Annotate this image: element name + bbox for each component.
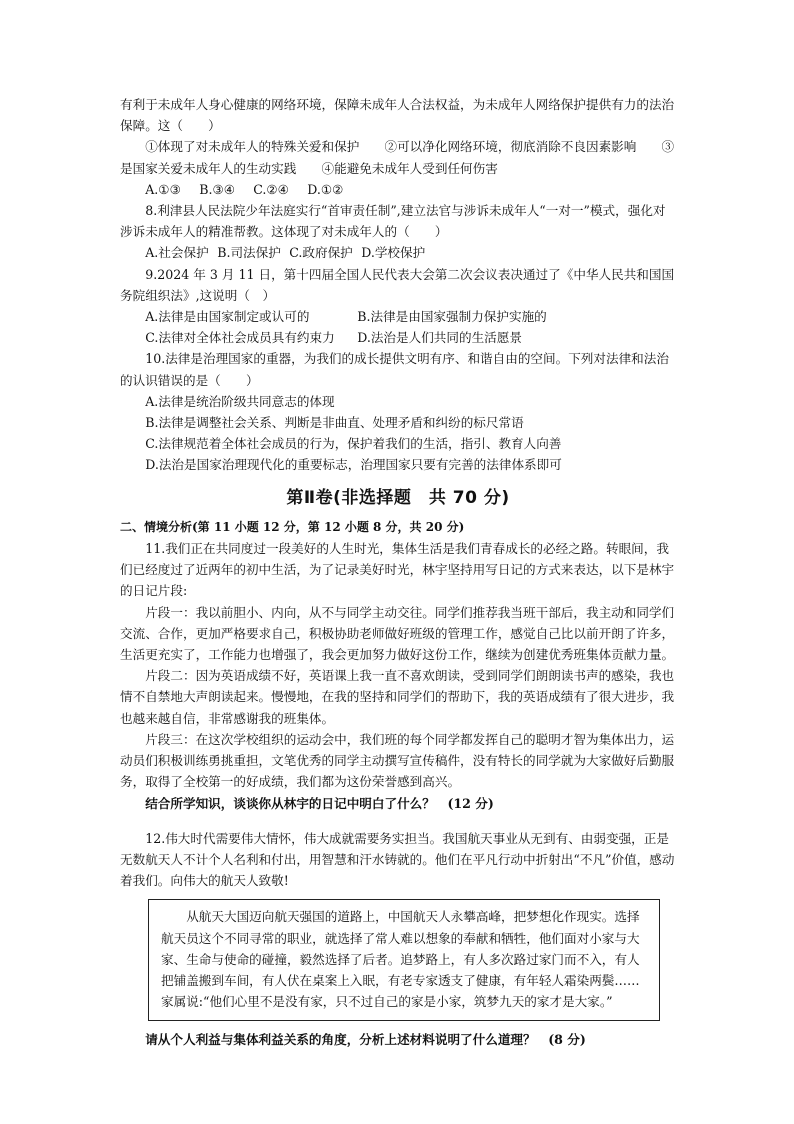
exam-page — [120, 94, 676, 1051]
option-c: C.政府保护 — [289, 245, 353, 261]
question-8-stem: 8.利津县人民法院少年法庭实行“首审责任制”,建立法官与涉诉未成年人“一对一”模式，强化对涉诉未成年人的精准帮教。这体现了对未成年人的（ ） — [120, 203, 666, 240]
answer-space — [120, 814, 676, 828]
option-d: D.①② — [307, 181, 344, 197]
question-11-prompt: 结合所学知识，谈谈你从林宇的日记中明白了什么？ (12 分) — [145, 795, 494, 811]
option-a: A.法律是统治阶级共同意志的体现 — [145, 393, 335, 409]
question-12-intro: 12.伟大时代需要伟大情怀，伟大成就需要务实担当。我国航天事业从无到有、由弱变强，正是无数航天人不计个人名利和付出，用智慧和汗水铸就的。他们在平凡行动中折射出“不凡”价值，感动着我们。向伟大的航天人致敬! — [120, 830, 675, 889]
question-12-prompt: 请从个人利益与集体利益关系的角度，分析上述材料说明了什么道理？ (8 分) — [145, 1032, 586, 1048]
option-c: C.法律规范着全体社会成员的行为，保护着我们的生活，指引、教育人向善 — [145, 436, 562, 452]
options-q7 — [120, 179, 676, 200]
option-b: B.法律是由国家强制力保护实施的 — [357, 309, 547, 325]
option-a: A.①③ — [145, 181, 181, 197]
question-9-stem: 9.2024 年 3 月 11 日，第十四届全国人民代表大会第二次会议表决通过了《中华人民共和国国务院组织法》,这说明（ ） — [120, 266, 675, 303]
material-box — [148, 899, 660, 1021]
diary-fragment-3: 片段三：在这次学校组织的运动会中，我们班的每个同学都发挥自己的聪明才智为集体出力，运动员们积极训练勇挑重担，文笔优秀的同学主动撰写宣传稿件，没有特长的同学就为大家做好后勤服务，取得了全校第一的好成绩，我们都为这份荣誉感到高兴。 — [120, 731, 675, 790]
section-heading: 二、情境分析(第 11 小题 12 分，第 12 小题 8 分，共 20 分) — [120, 519, 465, 534]
option-a: A.社会保护 — [145, 245, 209, 261]
option-b: B.法律是调整社会关系、判断是非曲直、处理矛盾和纠纷的标尺常语 — [145, 415, 524, 431]
question-11-intro: 11.我们正在共同度过一段美好的人生时光，集体生活是我们青春成长的必经之路。转眼间，我们已经度过了近两年的初中生活，为了记录美好时光，林宇坚持用写日记的方式来表达，以下是林宇的日记片段: — [120, 541, 675, 599]
question-10-stem: 10.法律是治理国家的重器，为我们的成长提供文明有序、和谐自由的空间。下列对法律和法治的认识错误的是（ ） — [120, 351, 669, 388]
option-c: C.②④ — [253, 181, 289, 197]
options-q8 — [120, 242, 676, 263]
option-b: B.③④ — [199, 181, 236, 197]
diary-fragment-1: 片段一：我以前胆小、内向，从不与同学主动交往。同学们推荐我当班干部后，我主动和同学们交流、合作，更加严格要求自己，积极协助老师做好班级的管理工作，感觉自己比以前开朗了许多，生活更充实了，工作能力也增强了，我会更加努力做好这份工作，继续为创建优秀班集体贡献力量。 — [120, 604, 675, 663]
option-d: D.法治是国家治理现代化的重要标志，治理国家只要有完善的法律体系即可 — [145, 457, 562, 473]
statements: ①体现了对未成年人的特殊关爱和保护 ②可以净化网络环境，彻底消除不良因素影响 ③是国家关爱未成年人的生动实践 ④能避免未成年人受到任何伤害 — [120, 139, 675, 176]
options-q9-row2 — [120, 327, 676, 348]
material-text: 从航天大国迈向航天强国的道路上，中国航天人永攀高峰，把梦想化作现实。选择航天员这个不同寻常的职业，就选择了常人难以想象的奉献和牺牲，他们面对小家与大家、生命与使命的碰撞，毅然选择了后者。追梦路上，有人多次路过家门而不入，有人把铺盖搬到车间，有人伏在桌案上入眠，有老专家透支了健康，有年轻人霜染两鬓……家属说:“他们心里不是没有家，只不过自己的家是小家，筑梦九天的家才是大家。” — [161, 909, 640, 1010]
option-c: C.法律对全体社会成员具有约束力 — [145, 330, 335, 346]
diary-fragment-2: 片段二：因为英语成绩不好，英语课上我一直不喜欢朗读，受到同学们朗朗读书声的感染，我也情不自禁地大声朗读起来。慢慢地，在我的坚持和同学们的帮助下，我的英语成绩有了很大进步，我也越来越自信，非常感谢我的班集体。 — [120, 668, 675, 726]
continued-text: 有利于未成年人身心健康的网络环境，保障未成年人合法权益，为未成年人网络保护提供有力的法治保障。这（ ） — [120, 97, 675, 134]
option-b: B.司法保护 — [217, 245, 281, 261]
option-a: A.法律是由国家制定或认可的 — [145, 309, 310, 325]
section-title: 第Ⅱ卷(非选择题 共 70 分) — [286, 487, 510, 508]
option-d: D.法治是人们共同的生活愿景 — [357, 330, 522, 346]
option-d: D.学校保护 — [361, 245, 426, 261]
options-q9-row1 — [120, 306, 676, 327]
